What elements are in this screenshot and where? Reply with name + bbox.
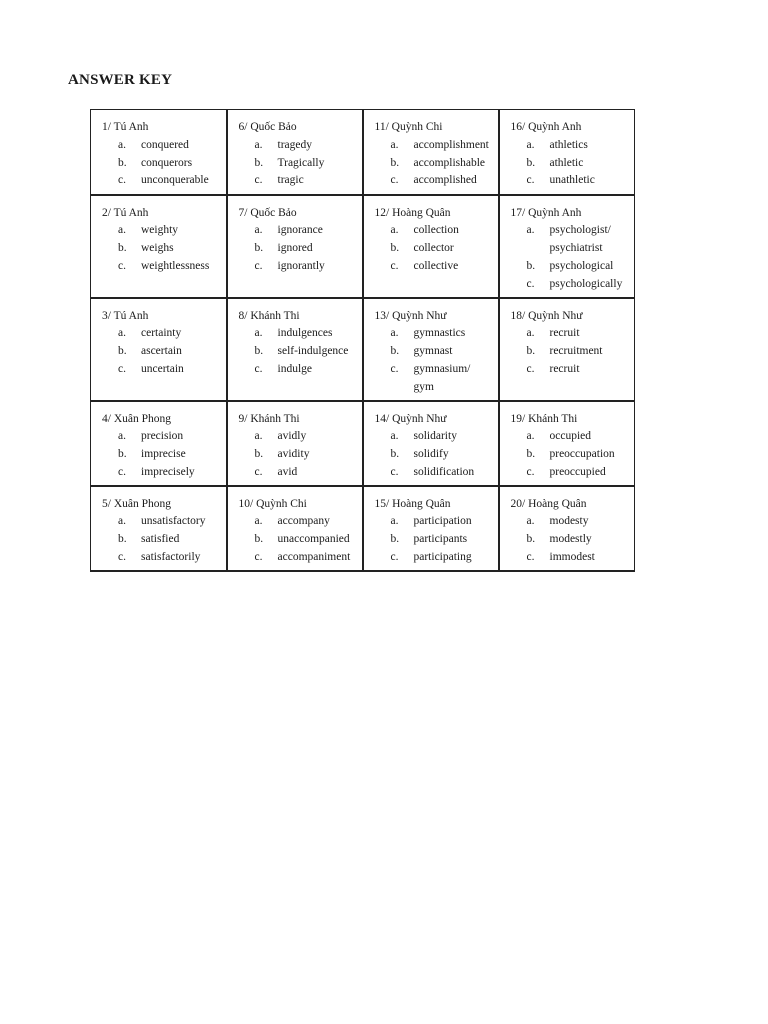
answer-option xyxy=(511,428,635,446)
answer-option xyxy=(375,343,498,361)
option-letter: c. xyxy=(526,277,535,290)
option-letter: a. xyxy=(390,138,399,151)
answer-option xyxy=(375,428,498,446)
option-letter: a. xyxy=(526,515,535,528)
answer-option xyxy=(375,240,498,258)
question-cell xyxy=(363,298,499,401)
question-cell xyxy=(227,195,363,298)
option-word: ascertain xyxy=(141,345,182,358)
answer-option xyxy=(239,513,362,531)
option-letter: b. xyxy=(254,533,264,546)
answer-option xyxy=(102,428,226,446)
question-heading: 17/ Quỳnh Anh xyxy=(510,206,582,219)
option-letter: b. xyxy=(254,242,264,255)
option-letter: c. xyxy=(526,174,535,187)
option-word: conquerors xyxy=(141,156,193,169)
question-heading: 18/ Quỳnh Như xyxy=(510,309,583,322)
question-heading: 12/ Hoàng Quân xyxy=(374,206,451,219)
option-word: conquered xyxy=(141,138,189,151)
answer-option xyxy=(102,240,226,258)
option-letter: b. xyxy=(526,156,536,169)
option-word: collector xyxy=(413,242,454,255)
option-letter: c. xyxy=(254,362,263,375)
answer-option xyxy=(511,343,635,361)
option-word: satisfactorily xyxy=(141,550,201,563)
question-heading: 1/ Tú Anh xyxy=(102,121,149,133)
option-letter: c. xyxy=(118,259,126,272)
option-letter: a. xyxy=(390,327,399,340)
option-letter: c. xyxy=(254,465,263,478)
question-heading: 10/ Quỳnh Chi xyxy=(238,497,307,510)
option-letter: c. xyxy=(254,174,263,187)
option-word: tragedy xyxy=(277,138,312,151)
option-word: satisfied xyxy=(141,533,180,546)
option-word: occupied xyxy=(549,430,592,443)
option-letter: a. xyxy=(254,138,263,151)
option-letter: b. xyxy=(526,448,536,461)
question-cell xyxy=(227,401,363,486)
option-word: solidification xyxy=(413,465,475,478)
answer-option xyxy=(239,531,362,549)
answer-option xyxy=(102,343,226,361)
option-letter: b. xyxy=(254,448,264,461)
answer-option xyxy=(511,513,635,531)
option-word: Tragically xyxy=(277,156,325,169)
question-cell xyxy=(91,401,227,486)
question-cell xyxy=(227,110,363,195)
option-word: gymnastics xyxy=(413,327,466,340)
option-word: indulgences xyxy=(277,327,333,340)
option-letter: a. xyxy=(118,138,126,151)
option-word: athletic xyxy=(549,156,584,169)
answer-option xyxy=(102,172,226,190)
option-word: preoccupied xyxy=(549,465,606,478)
answer-option xyxy=(511,222,635,258)
option-word: collective xyxy=(413,259,459,272)
option-letter: a. xyxy=(526,138,535,151)
option-word: avidity xyxy=(277,448,310,461)
answer-option xyxy=(102,531,226,549)
answer-option xyxy=(239,137,362,155)
answer-option xyxy=(239,446,362,464)
option-letter: a. xyxy=(390,430,399,443)
answer-option xyxy=(511,464,635,482)
option-word: imprecise xyxy=(141,448,186,461)
answer-option xyxy=(239,258,362,276)
option-word: precision xyxy=(141,430,184,443)
answer-option xyxy=(375,137,498,155)
answer-option xyxy=(511,276,635,294)
answer-option xyxy=(511,325,635,343)
option-word: participants xyxy=(413,533,468,546)
option-word: preoccupation xyxy=(549,448,615,461)
option-word: weighty xyxy=(141,224,179,237)
question-heading: 20/ Hoàng Quân xyxy=(510,497,587,510)
answer-option xyxy=(102,222,226,240)
question-cell xyxy=(499,110,635,195)
option-letter: c. xyxy=(390,174,399,187)
option-letter: a. xyxy=(118,327,126,340)
answer-option xyxy=(375,446,498,464)
option-word: accompaniment xyxy=(277,550,351,563)
question-heading: 15/ Hoàng Quân xyxy=(374,497,451,510)
answer-option xyxy=(239,343,362,361)
option-word: indulge xyxy=(277,362,312,375)
answer-option xyxy=(102,513,226,531)
option-word: ignored xyxy=(277,242,313,255)
option-letter: c. xyxy=(526,362,535,375)
answer-option xyxy=(511,258,635,276)
question-heading: 4/ Xuân Phong xyxy=(102,412,171,425)
table-row xyxy=(91,110,635,195)
answer-option xyxy=(239,549,362,567)
answer-option xyxy=(375,222,498,240)
answer-option xyxy=(102,361,226,379)
option-word: weighs xyxy=(141,242,174,255)
option-letter: c. xyxy=(526,465,535,478)
option-letter: a. xyxy=(118,515,126,528)
answer-option xyxy=(375,325,498,343)
answer-option xyxy=(102,446,226,464)
option-letter: b. xyxy=(390,242,400,255)
option-letter: b. xyxy=(390,156,400,169)
question-cell xyxy=(499,195,635,298)
answer-option xyxy=(511,155,635,173)
question-heading: 7/ Quốc Bảo xyxy=(238,206,297,219)
option-letter: c. xyxy=(390,465,399,478)
option-word: gymnasium/ gym xyxy=(413,362,471,393)
answer-option xyxy=(511,531,635,549)
answer-option xyxy=(375,172,498,190)
question-heading: 13/ Quỳnh Như xyxy=(374,309,447,322)
option-word: recruitment xyxy=(549,345,603,358)
option-letter: b. xyxy=(118,242,127,255)
option-word: solidify xyxy=(413,448,449,461)
answer-option xyxy=(239,361,362,379)
option-word: accomplishable xyxy=(413,156,486,169)
answer-option xyxy=(239,172,362,190)
option-word: athletics xyxy=(549,138,588,151)
option-letter: c. xyxy=(118,465,126,478)
option-letter: a. xyxy=(254,327,263,340)
option-letter: b. xyxy=(254,156,264,169)
answer-option xyxy=(239,464,362,482)
option-letter: b. xyxy=(390,533,400,546)
option-word: psychologist/ psychiatrist xyxy=(549,224,611,255)
question-cell xyxy=(363,486,499,571)
answer-option xyxy=(102,137,226,155)
option-word: accompany xyxy=(277,515,330,528)
question-cell xyxy=(363,195,499,298)
answer-option xyxy=(239,428,362,446)
option-word: accomplished xyxy=(413,174,477,187)
option-word: ignorance xyxy=(277,224,323,237)
question-cell xyxy=(91,486,227,571)
option-word: immodest xyxy=(549,550,595,563)
option-letter: c. xyxy=(118,362,126,375)
option-word: imprecisely xyxy=(141,465,195,478)
question-heading: 9/ Khánh Thi xyxy=(238,412,300,425)
option-word: avidly xyxy=(277,430,307,443)
option-word: psychological xyxy=(549,259,614,272)
question-heading: 3/ Tú Anh xyxy=(102,309,149,322)
option-letter: c. xyxy=(526,550,535,563)
answer-key-table xyxy=(90,109,635,572)
table-row xyxy=(91,195,635,298)
option-word: uncertain xyxy=(141,362,184,375)
answer-option xyxy=(375,361,498,397)
answer-option xyxy=(239,222,362,240)
option-letter: c. xyxy=(390,362,399,375)
option-word: solidarity xyxy=(413,430,457,443)
option-letter: b. xyxy=(390,345,400,358)
question-cell xyxy=(91,298,227,401)
answer-option xyxy=(102,155,226,173)
answer-option xyxy=(375,531,498,549)
option-word: recruit xyxy=(549,327,580,340)
table-row xyxy=(91,486,635,571)
option-word: modesty xyxy=(549,515,589,528)
answer-option xyxy=(511,549,635,567)
option-letter: a. xyxy=(118,224,126,237)
option-letter: c. xyxy=(390,259,399,272)
option-letter: a. xyxy=(526,430,535,443)
table-row xyxy=(91,401,635,486)
option-word: collection xyxy=(413,224,459,237)
answer-option xyxy=(511,137,635,155)
answer-option xyxy=(375,258,498,276)
option-letter: c. xyxy=(118,174,126,187)
answer-option xyxy=(511,361,635,379)
answer-option xyxy=(239,240,362,258)
option-letter: b. xyxy=(118,533,127,546)
option-letter: a. xyxy=(390,224,399,237)
question-cell xyxy=(227,298,363,401)
option-letter: a. xyxy=(118,430,126,443)
option-letter: a. xyxy=(526,327,535,340)
option-word: unconquerable xyxy=(141,174,209,187)
option-word: weightlessness xyxy=(141,259,210,272)
question-heading: 14/ Quỳnh Như xyxy=(374,412,447,425)
answer-option xyxy=(102,464,226,482)
question-heading: 8/ Khánh Thi xyxy=(238,309,300,322)
question-cell xyxy=(499,401,635,486)
option-letter: b. xyxy=(526,345,536,358)
question-heading: 5/ Xuân Phong xyxy=(102,497,171,510)
option-letter: c. xyxy=(254,259,263,272)
option-letter: b. xyxy=(254,345,264,358)
option-letter: a. xyxy=(254,224,263,237)
question-cell xyxy=(499,486,635,571)
answer-option xyxy=(375,513,498,531)
option-letter: b. xyxy=(118,345,127,358)
question-cell xyxy=(91,110,227,195)
option-letter: b. xyxy=(390,448,400,461)
answer-option xyxy=(375,464,498,482)
option-word: psychologically xyxy=(549,277,623,290)
question-cell xyxy=(499,298,635,401)
question-heading: 19/ Khánh Thi xyxy=(510,412,578,425)
option-word: tragic xyxy=(277,174,304,187)
answer-option xyxy=(375,155,498,173)
option-letter: a. xyxy=(254,430,263,443)
option-word: recruit xyxy=(549,362,580,375)
option-letter: c. xyxy=(254,550,263,563)
option-word: avid xyxy=(277,465,298,478)
answer-key-body xyxy=(91,110,635,571)
option-word: unathletic xyxy=(549,174,595,187)
option-word: unaccompanied xyxy=(277,533,350,546)
option-word: gymnast xyxy=(413,345,453,358)
question-cell xyxy=(363,110,499,195)
option-letter: b. xyxy=(118,448,127,461)
answer-option xyxy=(511,172,635,190)
answer-option xyxy=(102,258,226,276)
answer-option xyxy=(102,549,226,567)
option-word: accomplishment xyxy=(413,138,489,151)
question-heading: 11/ Quỳnh Chi xyxy=(374,121,443,133)
answer-option xyxy=(102,325,226,343)
question-heading: 2/ Tú Anh xyxy=(102,206,149,219)
question-cell xyxy=(227,486,363,571)
option-word: self-indulgence xyxy=(277,345,349,358)
option-word: participating xyxy=(413,550,472,563)
question-heading: 16/ Quỳnh Anh xyxy=(510,121,582,133)
option-letter: a. xyxy=(390,515,399,528)
option-word: participation xyxy=(413,515,472,528)
answer-option xyxy=(239,325,362,343)
option-word: ignorantly xyxy=(277,259,325,272)
table-row xyxy=(91,298,635,401)
option-word: unsatisfactory xyxy=(141,515,206,528)
option-letter: a. xyxy=(254,515,263,528)
option-word: modestly xyxy=(549,533,592,546)
option-letter: b. xyxy=(526,259,536,272)
question-cell xyxy=(363,401,499,486)
option-letter: c. xyxy=(390,550,399,563)
option-letter: c. xyxy=(118,550,126,563)
option-word: certainty xyxy=(141,327,182,340)
option-letter: b. xyxy=(526,533,536,546)
page-title: ANSWER KEY xyxy=(68,72,173,88)
option-letter: a. xyxy=(526,224,535,237)
answer-option xyxy=(511,446,635,464)
question-cell xyxy=(91,195,227,298)
question-heading: 6/ Quốc Bảo xyxy=(238,121,297,133)
answer-option xyxy=(375,549,498,567)
option-letter: b. xyxy=(118,156,127,169)
answer-option xyxy=(239,155,362,173)
